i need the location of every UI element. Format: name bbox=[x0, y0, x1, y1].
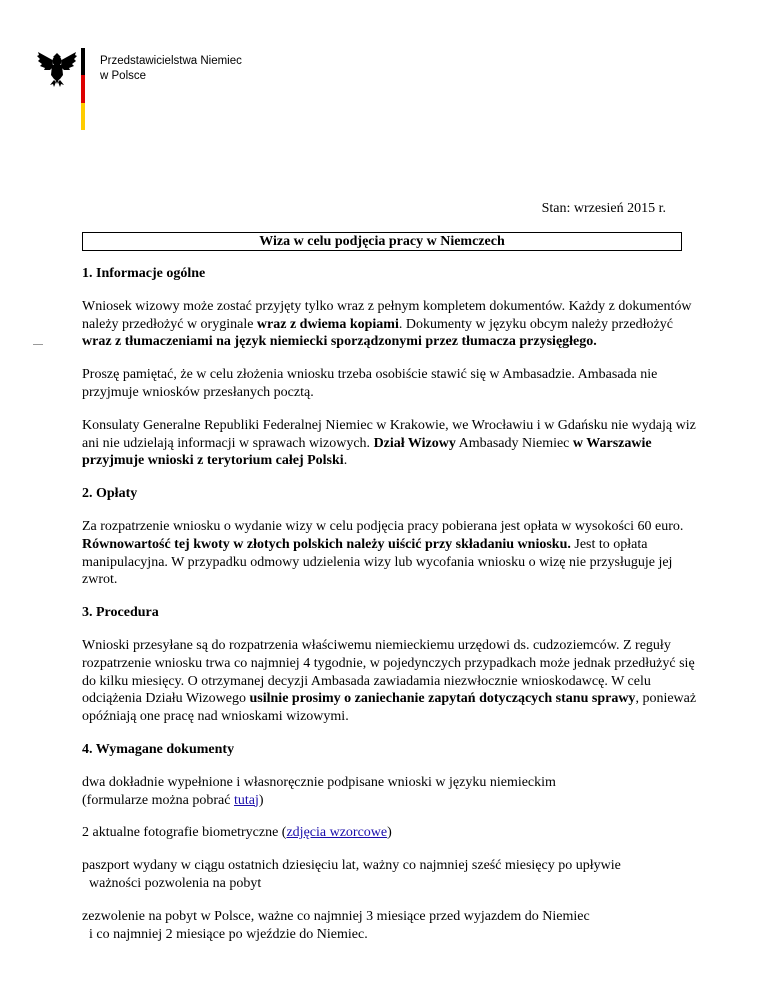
german-flag-bar bbox=[81, 48, 85, 130]
item-line: i co najmniej 2 miesiące po wjeździe do Niemiec. bbox=[89, 926, 368, 942]
emphasis: w Warszawie przyjmuje wnioski z terytorium całej Polski bbox=[82, 435, 652, 469]
emphasis: wraz z tłumaczeniami na język niemiecki sporządzonymi przez tłumacza przysięgłego. bbox=[82, 334, 597, 350]
download-forms-link[interactable]: tutaj bbox=[233, 792, 259, 808]
item-line bbox=[82, 908, 700, 926]
item-text: zezwolenie na pobyt w Polsce, ważne co najmniej 3 miesiące przed wyjazdem do Niemiec bbox=[82, 908, 590, 924]
item-text: dwa dokładnie wypełnione i własnoręcznie podpisane wnioski w języku niemieckim bbox=[82, 774, 556, 790]
emphasis: Dział Wizowy bbox=[373, 435, 456, 451]
section-4-heading: 4. Wymagane dokumenty bbox=[82, 741, 235, 757]
text: . Dokumenty w języku obcym należy przedłożyć bbox=[398, 316, 673, 332]
item-line bbox=[82, 824, 700, 842]
section-2-heading: 2. Opłaty bbox=[82, 486, 138, 502]
section-2-paragraph-1 bbox=[82, 518, 700, 589]
org-line-1: Przedstawicielstwa Niemiec bbox=[100, 55, 242, 67]
section-3-paragraph-1 bbox=[82, 637, 700, 726]
item-text: ) bbox=[258, 792, 264, 808]
document-item-photos bbox=[82, 824, 700, 842]
text: Za rozpatrzenie wniosku o wydanie wizy w celu podjęcia pracy pobierana jest opłata w wysokości 60 euro. bbox=[82, 518, 684, 534]
flag-stripe-gold bbox=[81, 103, 85, 130]
flag-stripe-black bbox=[81, 48, 85, 75]
margin-mark bbox=[33, 344, 43, 345]
document-body bbox=[82, 265, 700, 958]
text: . bbox=[343, 453, 348, 469]
item-text: 2 aktualne fotografie biometryczne ( bbox=[82, 825, 287, 841]
item-line: ważności pozwolenia na pobyt bbox=[89, 875, 262, 891]
section-1-paragraph-2: Proszę pamiętać, że w celu złożenia wniosku trzeba osobiście stawić się w Ambasadzie. Ambasada nie przyjmuje wniosków przesłanych pocztą. bbox=[82, 367, 658, 400]
emphasis: wraz z dwiema kopiami bbox=[256, 316, 399, 332]
document-item-passport bbox=[82, 857, 700, 893]
section-1-heading: 1. Informacje ogólne bbox=[82, 266, 206, 281]
item-line bbox=[82, 857, 700, 875]
document-item-applications bbox=[82, 774, 700, 810]
federal-eagle-icon bbox=[36, 48, 78, 88]
item-text: paszport wydany w ciągu ostatnich dziesięciu lat, ważny co najmniej sześć miesięcy po upływie bbox=[82, 858, 621, 874]
text: Ambasady Niemiec bbox=[455, 435, 573, 451]
item-text: (formularze można pobrać bbox=[82, 792, 234, 808]
emphasis: usilnie prosimy o zaniechanie zapytań dotyczących stanu sprawy bbox=[249, 691, 636, 707]
section-3-heading: 3. Procedura bbox=[82, 605, 159, 621]
document-date: Stan: wrzesień 2015 r. bbox=[541, 201, 666, 216]
sample-photos-link[interactable]: zdjęcia wzorcowe bbox=[286, 825, 388, 841]
org-line-2: w Polsce bbox=[100, 70, 147, 82]
section-1-paragraph-1 bbox=[82, 298, 700, 351]
item-line bbox=[82, 792, 700, 810]
text: Wniosek wizowy może zostać przyjęty tylko wraz z pełnym kompletem dokumentów. Każdy z dokumentów należy przedłożyć w oryginale bbox=[82, 298, 692, 332]
text: Konsulaty Generalne Republiki Federalnej Niemiec w Krakowie, we Wrocławiu i w Gdańsku nie wydają wiz ani nie udzielają informacji w sprawach wizowych. bbox=[82, 417, 696, 451]
document-title: Wiza w celu podjęcia pracy w Niemczech bbox=[82, 232, 682, 251]
document-item-residence-permit bbox=[82, 908, 700, 944]
text: Jest to opłata manipulacyjna. W przypadku odmowy udzielenia wizy lub wycofania wniosku o wizę nie przysługuje jej zwrot. bbox=[82, 536, 673, 588]
section-1-paragraph-3 bbox=[82, 417, 700, 470]
text: , ponieważ opóźniają one pracę nad wnioskami wizowymi. bbox=[82, 691, 697, 725]
flag-stripe-red bbox=[81, 75, 85, 102]
item-text: ) bbox=[387, 825, 392, 841]
organization-name bbox=[100, 54, 340, 84]
emphasis: Równowartość tej kwoty w złotych polskich należy uiścić przy składaniu wniosku. bbox=[82, 536, 571, 552]
text: Wnioski przesyłane są do rozpatrzenia właściwemu niemieckiemu urzędowi ds. cudzoziemców. Z reguły rozpatrzenie wniosku trwa co najmniej 4 tygodnie, w pojedynczych przypadkach może jednak przedłużyć się do kilku miesięcy. O otrzymanej decyzji Ambasada zawiadamia niezwłocznie wnioskodawcę. W celu odciążenia Działu Wizowego bbox=[82, 637, 695, 707]
item-line bbox=[82, 774, 700, 792]
